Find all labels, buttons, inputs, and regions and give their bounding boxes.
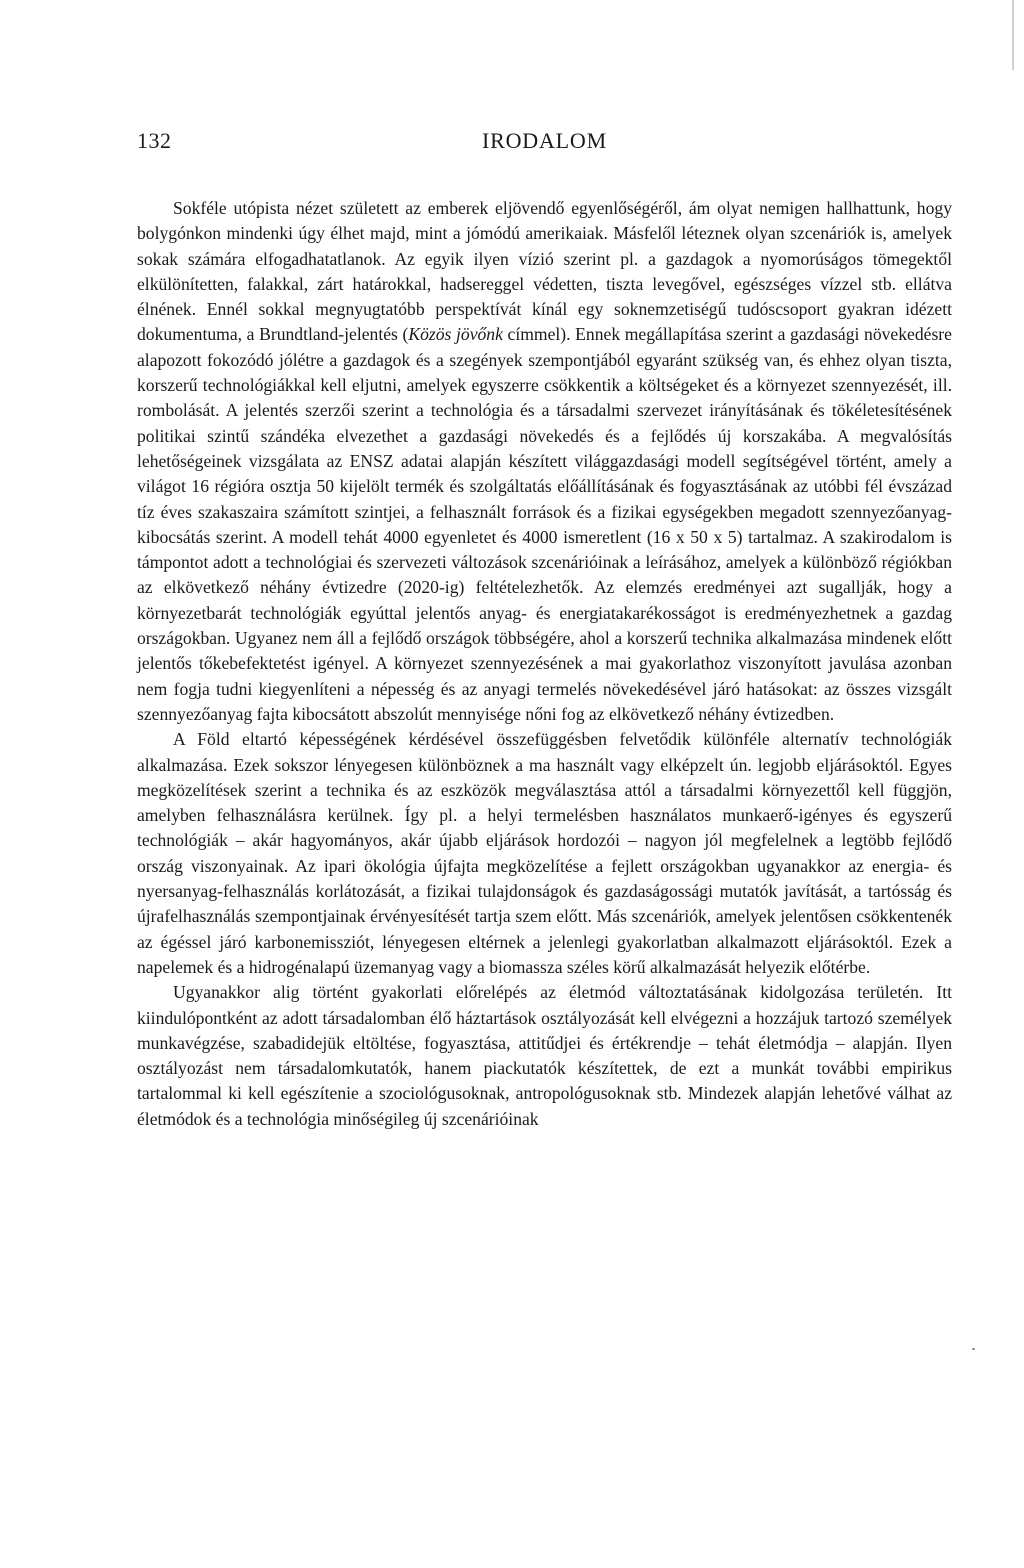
paragraph-1 — [137, 196, 952, 727]
section-title: IRODALOM — [482, 128, 607, 153]
running-head — [137, 128, 952, 158]
scan-speck — [972, 1348, 975, 1350]
paragraph-1-text: Sokféle utópista nézet született az emberek eljövendő egyenlőségéről, ám olyat nemigen hallhattunk, hogy bolygónkon mindenki úgy élhet majd, mint a jómódú amerikaiak. Másfelől léteznek olyan szcenáriók is, amelyek sokak számára elfogadhatatlanok. Az egyik ilyen vízió szerint pl. a gazdagok a nyomorúságos tömegektől elkülönítetten, falakkal, zárt határokkal, hadsereggel védetten, tiszta levegővel, egészséges vízzel stb. ellátva élnének. Ennél sokkal megnyugtatóbb perspektívát kínál egy soknemzetiségű tudóscsoport gyakran idézett dokumentuma, a Brundtland-jelentés ( — [137, 198, 952, 345]
italic-title: Közös jövőnk — [408, 324, 503, 345]
paragraph-3: Ugyanakkor alig történt gyakorlati előrelépés az életmód változtatásának kidolgozása területén. Itt kiindulópontként az adott társadalomban élő háztartások osztályozását kell elvégezni a hozzájuk tartozó személyek munkavégzése, szabadidejük eltöltése, fogyasztása, attitűdjei és értékrendje – tehát életmódja – alapján. Ilyen osztályozást nem társadalomkutatók, hanem piackutatók készítettek, de ezt a munkát további empirikus tartalommal ki kell egészítenie a szociológusoknak, antropológusoknak stb. Mindezek alapján lehetővé válhat az életmódok és a technológia minőségileg új szcenárióinak — [137, 982, 952, 1129]
page-edge-mark — [1012, 0, 1014, 70]
paragraph-2: A Föld eltartó képességének kérdésével összefüggésben felvetődik különféle alternatív technológiák alkalmazása. Ezek sokszor lényegesen különböznek a ma használt vagy elképzelt ún. legjobb eljárásoktól. Egyes megközelítések szerint a technika és az eszközök megválasztása attól a társadalmi környezettől kell függjön, amelyben felhasználásra kerülnek. Így pl. a helyi termelésben használatos munkaerő-igényes és egyszerű technológiák – akár hagyományos, akár újabb eljárások hordozói – nagyon jól megfelelnek a legtöbb fejlődő ország viszonyainak. Az ipari ökológia újfajta megközelítése a fejlett országokban ugyanakkor az energia- és nyersanyag-felhasználás korlátozását, a fizikai tulajdonságok és gazdaságossági mutatók javítását, a tartósság és újrafelhasználás szempontjainak érvényesítését tartja szem előtt. Más szcenáriók, amelyek jelentősen csökkentenék az égéssel járó karbonemissziót, lényegesen eltérnek a jelenlegi gyakorlatban alkalmazott eljárásoktól. Ezek a napelemek és a hidrogénalapú üzemanyag vagy a biomassza széles körű alkalmazását helyezik előtérbe. — [137, 729, 952, 977]
paragraph-1-text-cont: címmel). Ennek megállapítása szerint a gazdasági növekedésre alapozott fokozódó jólétre a gazdagok és a szegények szempontjából egyaránt szükség van, és ehhez olyan tiszta, korszerű technológiákkal kell eljutni, amelyek egyszerre csökkentik a költségeket és a környezet szennyezését, ill. rombolását. A jelentés szerzői szerint a technológia és a társadalmi szervezet irányításának és tökéletesítésének politikai szintű szándéka elvezethet a gazdasági növekedés és a fejlődés új korszakába. A megvalósítás lehetőségeinek vizsgálata az ENSZ adatai alapján készített világgazdasági modell segítségével történt, amely a világot 16 régióra osztja 50 kijelölt termék és szolgáltatás előállításának és fogyasztásának az utóbbi fél évszázad tíz éves szakaszaira számított szintjei, a felhasznált források és a fizikai egységekben megadott szennyezőanyag-kibocsátás szerint. A modell tehát 4000 egyenletet és 4000 ismeretlent (16 x 50 x 5) tartalmaz. A szakirodalom is támpontot adott a technológiai és szervezeti változások szcenárióinak a leírásához, amelyek a különböző régiókban az elkövetkező néhány évtizedre (2020-ig) feltételezhetők. Az elemzés eredményei azt sugallják, hogy a környezetbarát technológiák egyúttal jelentős anyag- és energiatakarékosságot is eredményezhetnek a gazdag országokban. Ugyanez nem áll a fejlődő országok többségére, ahol a korszerű technika alkalmazása mindenek előtt jelentős tőkebefektetést igényel. A környezet szennyezésének a mai gyakorlathoz viszonyított javulása azonban nem fogja tudni kiegyenlíteni a népesség és az anyagi termelés növekedésével járó hatásokat: az összes vizsgált szennyezőanyag fajta kibocsátott abszolút mennyisége nőni fog az elkövetkező néhány évtizedben. — [137, 324, 952, 724]
page-number: 132 — [137, 128, 172, 153]
body-text — [137, 196, 952, 1132]
